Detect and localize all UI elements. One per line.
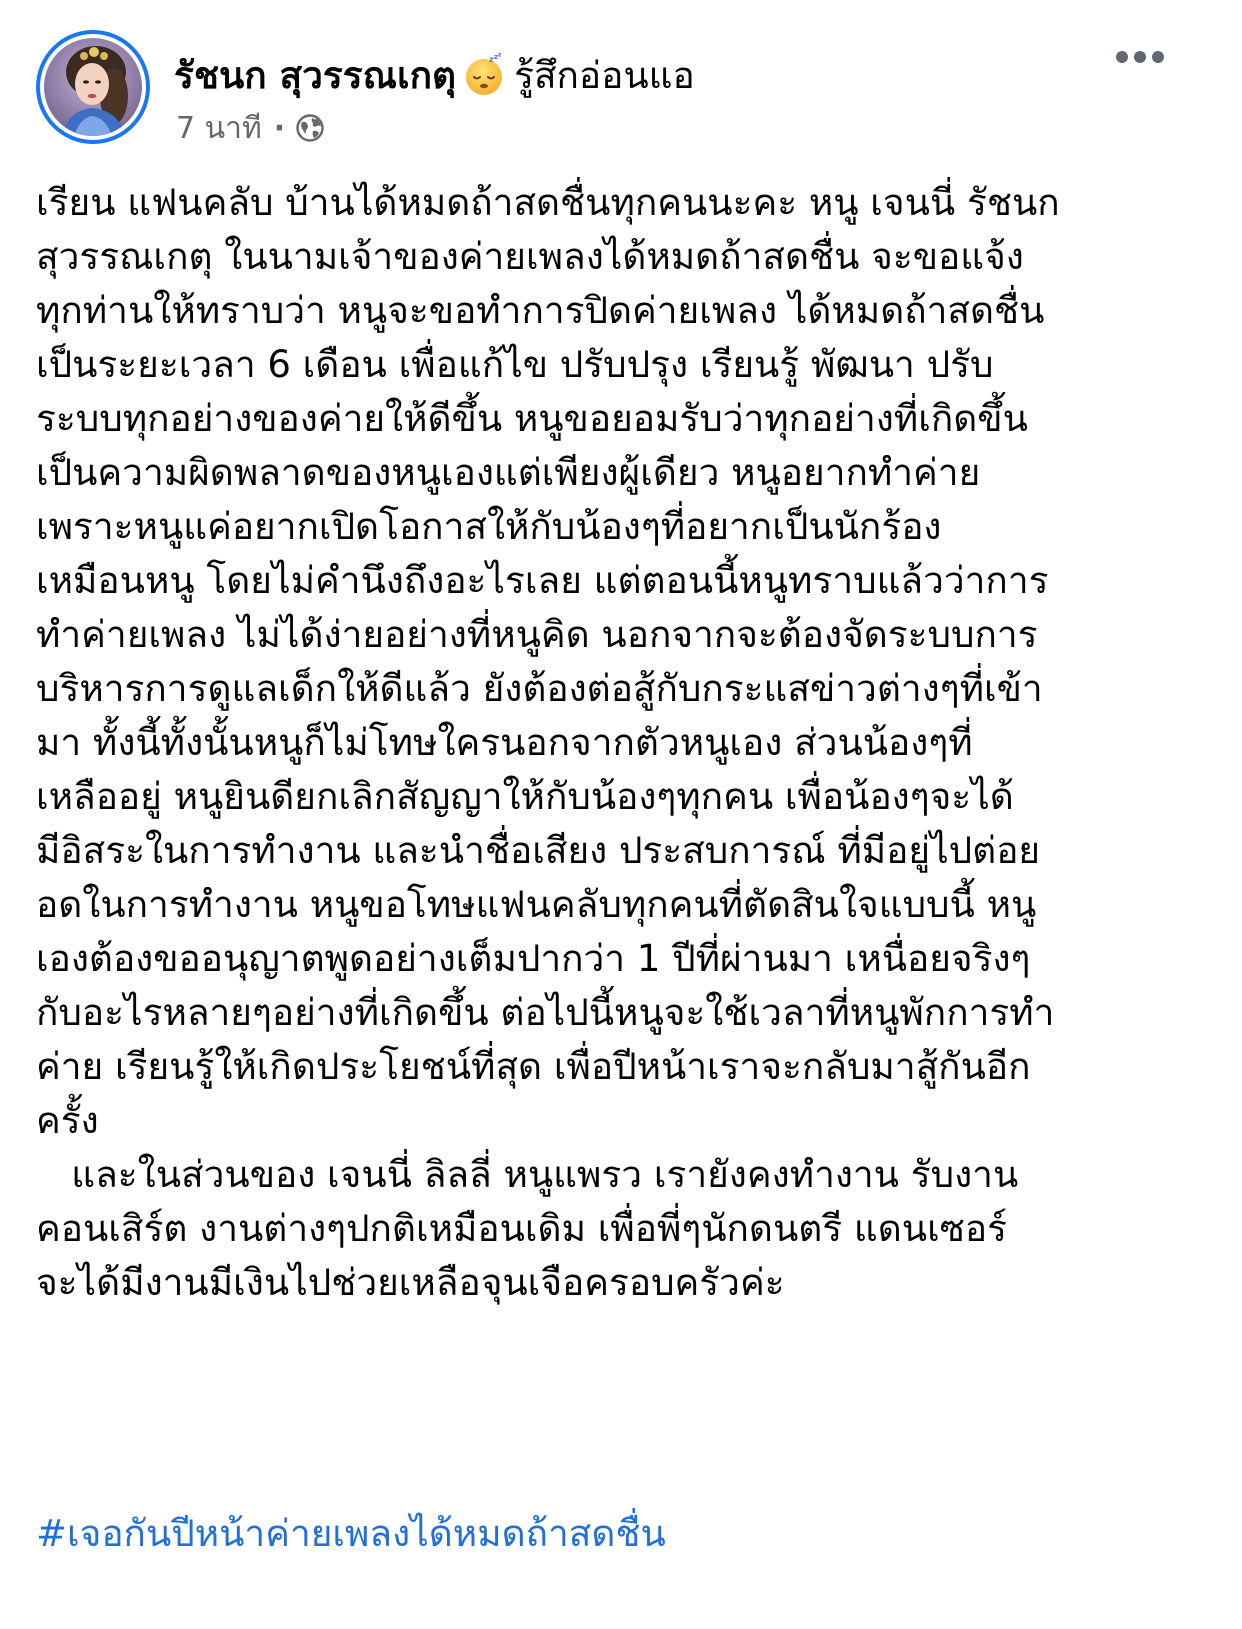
post-text-line: ทำค่ายเพลง ไม่ได้ง่ายอย่างที่หนูคิด นอกจากจะต้องจัดระบบการ [36, 613, 1038, 656]
post-text-line: กับอะไรหลายๆอย่างที่เกิดขึ้น ต่อไปนี้หนูจะใช้เวลาที่หนูพักการทำ [36, 991, 1055, 1034]
sleepy-face-icon [462, 53, 506, 97]
post-text-line: เองต้องขออนุญาตพูดอย่างเต็มปากว่า 1 ปีที่ผ่านมา เหนื่อยจริงๆ [36, 937, 1031, 980]
post-text-line: เป็นความผิดพลาดของหนูเองแต่เพียงผู้เดียว หนูอยากทำค่าย [36, 451, 981, 494]
post-text-line: ครั้ง [36, 1099, 99, 1142]
post-text [36, 176, 1216, 1310]
post-meta [176, 106, 325, 150]
meta-separator: · [273, 110, 286, 146]
post-timestamp[interactable]: 7 นาที [176, 110, 262, 146]
post-text-line: เพราะหนูแค่อยากเปิดโอกาสให้กับน้องๆที่อยากเป็นนักร้อง [36, 505, 942, 548]
globe-icon[interactable] [295, 113, 325, 143]
svg-text:z: z [494, 53, 499, 61]
post-text-line: ระบบทุกอย่างของค่ายให้ดีขึ้น หนูขอยอมรับว่าทุกอย่างที่เกิดขึ้น [36, 397, 1028, 440]
post-text-line: และในส่วนของ เจนนี่ ลิลลี่ หนูแพรว เรายังคงทำงาน รับงาน [36, 1153, 1019, 1196]
post-text-line: ค่าย เรียนรู้ให้เกิดประโยชน์ที่สุด เพื่อปีหน้าเราจะกลับมาสู้กันอีก [36, 1045, 1031, 1088]
post-text-line: เหลืออยู่ หนูยินดียกเลิกสัญญาให้กับน้องๆทุกคน เพื่อน้องๆจะได้ [36, 775, 1014, 818]
svg-text:z: z [498, 53, 502, 59]
post-text-line: บริหารการดูแลเด็กให้ดีแล้ว ยังต้องต่อสู้กับกระแสข่าวต่างๆที่เข้า [36, 667, 1043, 710]
post-text-line: คอนเสิร์ต งานต่างๆปกติเหมือนเดิม เพื่อพี่ๆนักดนตรี แดนเซอร์ [36, 1207, 1007, 1250]
post-text-line: เรียน แฟนคลับ บ้านได้หมดถ้าสดชื่นทุกคนนะคะ หนู เจนนี่ รัชนก [36, 181, 1060, 224]
post-text-line: เหมือนหนู โดยไม่คำนึงถึงอะไรเลย แต่ตอนนี้หนูทราบแล้วว่าการ [36, 559, 1049, 602]
feeling-text: รู้สึกอ่อนแอ [514, 53, 695, 97]
post-text-line: อดในการทำงาน หนูขอโทษแฟนคลับทุกคนที่ตัดสินใจแบบนี้ หนู [36, 883, 1037, 926]
post-text-line: เป็นระยะเวลา 6 เดือน เพื่อแก้ไข ปรับปรุง เรียนรู้ พัฒนา ปรับ [36, 343, 994, 386]
post-text-line: มา ทั้งนี้ทั้งนั้นหนูก็ไม่โทษใครนอกจากตัวหนูเอง ส่วนน้องๆที่ [36, 721, 973, 764]
svg-text:z: z [489, 55, 494, 64]
post-text-line: จะได้มีงานมีเงินไปช่วยเหลือจุนเจือครอบครัวค่ะ [36, 1261, 785, 1304]
avatar-image [44, 38, 142, 136]
hashtag-link[interactable]: #เจอกันปีหน้าค่ายเพลงได้หมดถ้าสดชื่น [36, 1512, 666, 1555]
more-options-icon [1115, 49, 1165, 68]
author-name[interactable]: รัชนก สุวรรณเกตุ [174, 53, 457, 97]
post-header [174, 46, 695, 104]
post-text-line: สุวรรณเกตุ ในนามเจ้าของค่ายเพลงได้หมดถ้าสดชื่น จะขอแจ้ง [36, 235, 1024, 278]
author-avatar[interactable] [36, 30, 150, 144]
post-text-line: ทุกท่านให้ทราบว่า หนูจะขอทำการปิดค่ายเพลง ได้หมดถ้าสดชื่น [36, 289, 1045, 332]
post-text-line: มีอิสระในการทำงาน และนำชื่อเสียง ประสบการณ์ ที่มีอยู่ไปต่อย [36, 829, 1041, 872]
more-options-button[interactable] [1108, 36, 1172, 80]
